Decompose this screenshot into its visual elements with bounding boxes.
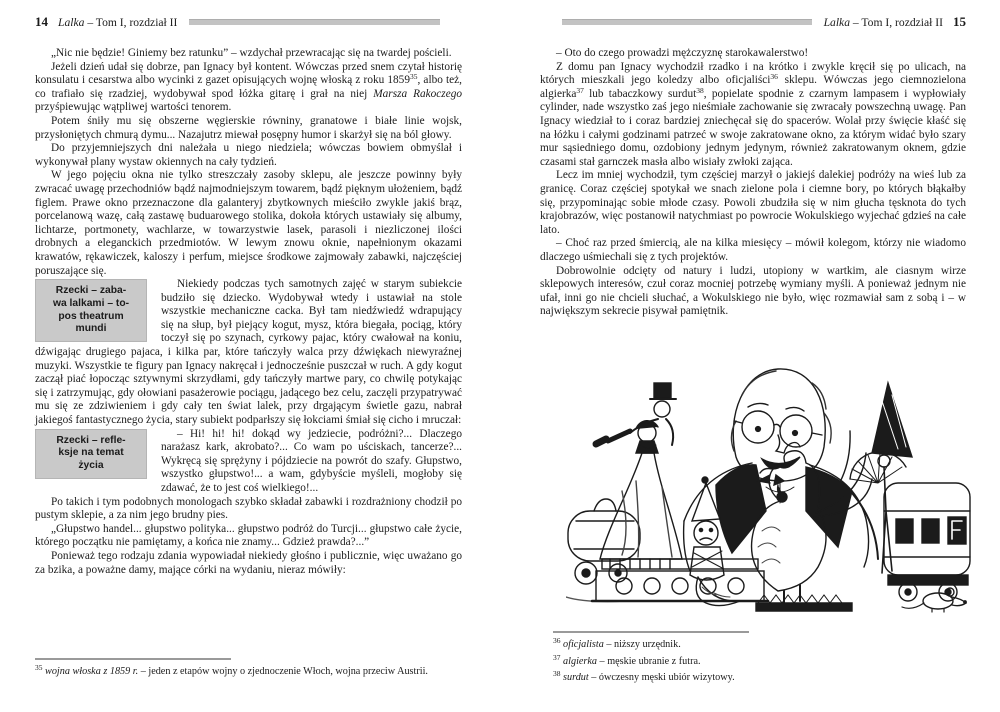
page-number-left: 14 [35, 14, 48, 29]
paragraph: Rzecki – zaba- wa lalkami – to- pos theatrum mundi Niekiedy podczas tych samotnych zajęć w starym subiekcie budziło się dziecko. Wydobywał wtedy i ustawiał na stole wszystkie mechaniczne cacka. Był tam niedźwiedź wdrapujący się na słup, był piejący kogut, mysz, która biegała, pociąg, który toczył się po szynach, cyrkowy pajac, który cwałował na koniu, dźwigając drugiego pajaca, i kilka par, które tańczyły walca przy dźwiękach niewyraźnej muzyki. Wszystkie te figury pan Ignacy nakręcał i jednocześnie puszczał w ruch. A gdy kogut zaczął piać łopocząc sztywnymi skrzydłami, gdy tańczyły martwe pary, co chwilę potykając się i zatrzymując, gdy ołowiani pasażerowie pociągu, jadącego bez celu, zaczęli przypatrywać mu się ze zdziwieniem i gdy cały ten świat lalek, przy drgającym świetle gazu, nabrał jakiegoś fantastycznego życia, stary subiekt podparłszy się łokciami śmiał się cicho i mruczał: [35, 278, 462, 427]
margin-note-refleksje: Rzecki – refle- ksje na temat życia [35, 429, 147, 479]
paragraph: Jeżeli dzień udał się dobrze, pan Ignacy był kontent. Wówczas przed snem czytał historię konsulatu i cesarstwa albo wycinki z gazet opisujących wojnę włoską z roku 1859$^{35}$, albo też, co trafiało się rzadziej, wydobywał spod łóżka gitarę i grał na niej Marsza Rakoczego przyśpiewując wątpliwej wartości tenorem. [35, 60, 463, 114]
footnote: $^{38}$ surdut – ówczesny męski ubiór wizytowy. [553, 669, 735, 683]
paragraph: Po takich i tym podobnych monologach szybko składał zabawki i rozdrażniony chodził po pustym sklepie, a za nim jego brudny pies. [35, 495, 462, 522]
paragraph: – Choć raz przed śmiercią, ale na kilka miesięcy – mówił kolegom, którzy nie wiadomo dlaczego uśmiechali się z tych projektów. [540, 237, 966, 263]
paragraph: Z domu pan Ignacy wychodził rzadko i na krótko i zwykle kręcił się po ulicach, na których mieszkali jego koledzy albo oficjaliści$^{36}$ sklepu. Wówczas jego ciemnozielona algierka$^{37}$ lub tabaczkowy surdut$^{38}$, popielate spodnie z czarnym lampasem i wypłowiały cylinder, nade wszystko zaś jego nieśmiałe zachowanie się zwracały powszechną uwagę. Pan Ignacy wiedział to i coraz bardziej zniechęcał się do spacerów. Wolał przy święcie kłaść się na łóżku i całymi godzinami patrzeć w swoje zakratowane okno, za którym widać było szary mur sąsiedniego domu, ozdobiony jednym jedynym, również zakratowanym oknem, gdzie czasami stał garnczek masła albo wisiały zwłoki zająca. [540, 60, 966, 168]
paragraph: – Oto do czego prowadzi mężczyznę starokawalerstwo! [556, 47, 809, 59]
paragraph: „Głupstwo handel... głupstwo polityka... głupstwo podróż do Turcji... głupstwo całe życie, którego początku nie pamiętamy, a końca nie znamy... Gdzież prawda?...” [35, 522, 462, 549]
running-title: Lalka – Tom I, rozdział II [58, 15, 178, 29]
toy-train-car [884, 483, 970, 601]
body-text-right [540, 47, 966, 319]
header-rule [562, 19, 812, 25]
toy-rooster [752, 431, 872, 611]
footnotes-left [35, 658, 462, 681]
footnotes-right [553, 631, 963, 687]
paragraph: Dobrowolnie odcięty od natury i ludzi, utopiony w wartkim, ale ciasnym wirze sklepowych interesów, czuł coraz mocniej potrzebę wymiany myśli. A ponieważ jednym nie ufał, inni go nie chcieli słuchać, a Wokulskiego nie było, więc rozmawiał sam z sobą i – w największym sekrecie pisywał pamiętnik. [540, 264, 966, 318]
paragraph: Potem śniły mu się obszerne węgierskie równiny, granatowe i białe linie wojsk, przysłoniętych chmurą dymu... Nazajutrz miewał posępny humor i skarżył się na ból głowy. [35, 114, 462, 141]
illustration-rzecki-toys [566, 361, 974, 613]
footnote-rule [35, 658, 231, 660]
paragraph: „Nic nie będzie! Giniemy bez ratunku” – wzdychał przewracając się na twardej pościeli. [51, 47, 452, 59]
toy-tophat-man [596, 383, 676, 445]
pedestal-ornament [592, 559, 768, 601]
paragraph: Rzecki – refle- ksje na temat życia – Hi! hi! hi! dokąd wy jedziecie, podróżni?... Dlaczego narażasz kark, akrobato?... Co wam po uściskach, tancerze?... Wykręcą się sprężyny i pójdziecie na powrót do szafy. Głupstwo, wszystko głupstwo!... a wam, gdybyście myśleli, mogłoby się zdawać, że to jest coś wielkiego!... [35, 428, 462, 496]
page-header-left [35, 14, 462, 30]
running-title: Lalka – Tom I, rozdział II [823, 15, 943, 29]
header-rule [189, 19, 440, 25]
page-number-right: 15 [953, 14, 966, 29]
footnote-rule [553, 631, 749, 633]
footnote: $^{36}$ oficjalista – niższy urzędnik. [553, 636, 681, 650]
paragraph: Do przyjemniejszych dni należała u niego niedziela; wówczas bowiem obmyślał i wykonywał plany wystaw okiennych na cały tydzień. [35, 142, 462, 168]
footnote: $^{37}$ algierka – męskie ubranie z futra. [553, 652, 701, 667]
footnote: $^{35}$ wojna włoska z 1859 r. – jeden z etapów wojny o zjednoczenie Włoch, wojna przeciw Austrii. [35, 663, 428, 677]
body-text-left [35, 47, 462, 577]
paragraph: W jego pojęciu okna nie tylko streszczały zasoby sklepu, ale jeszcze powinny były zwracać uwagę przechodniów bądź najmodniejszym towarem, bądź pięknym ułożeniem, bądź figlem. Prawe okno przeznaczone dla galanteryj zbytkownych mieściło zwykle jakiś brąz, porcelanową wazę, całą zastawę buduarowego stolika, dokoła których ustawiały się albumy, lichtarze, portmonety, wachlarze, w towarzystwie lasek, parasoli i niezliczonej ilości drobnych a eleganckich przedmiotów. W lewym znowu oknie, napełnionym okazami krawatów, rękawiczek, kaloszy i perfum, miejsce środkowe zajmowały zabawki, najczęściej poruszające się. [35, 169, 462, 277]
paragraph: Ponieważ tego rodzaju zdania wypowiadał niekiedy głośno i publicznie, więc uważano go za bzika, a poważne damy, mające córki na wydaniu, nieraz mówiły: [35, 549, 462, 576]
page-header-right [540, 14, 966, 30]
margin-note-theatrum-mundi: Rzecki – zaba- wa lalkami – to- pos theatrum mundi [35, 279, 147, 342]
paragraph: Lecz im mniej wychodził, tym częściej marzył o jakiejś dalekiej podróży na wieś lub za granicę. Coraz częściej spotykał we snach zielone pola i ciemne bory, po których błąkałby się, przypominając sobie młode czasy. Powoli zbudziła się w nim głucha tęsknota do tych krajobrazów, więc postanowił natychmiast po powrocie Wokulskiego wyjechać gdzieś na całe lato. [540, 169, 966, 236]
page-left [35, 14, 463, 677]
page-right [540, 14, 966, 683]
